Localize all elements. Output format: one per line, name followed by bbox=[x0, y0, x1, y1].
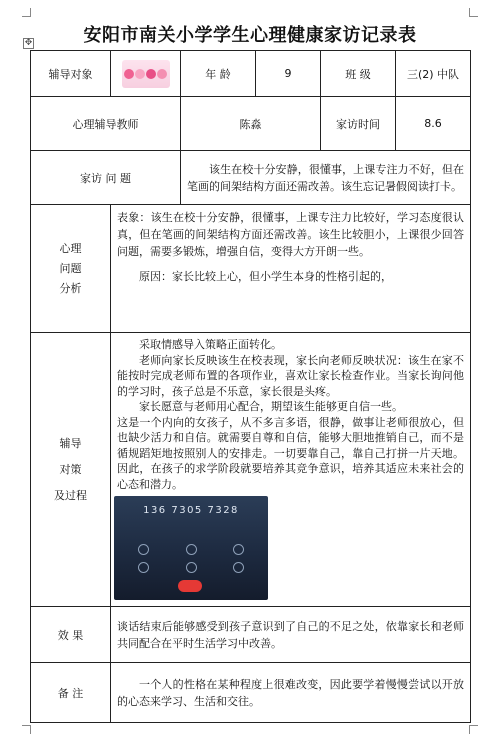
strategy-report-text: 老师向家长反映该生在校表现，家长向老师反映状况：该生在家不能按时完成老师布置的各项作业，喜欢让家长检查作业。当家长询问他的学习时，孩子总是不乐意，家长很是头疼。 bbox=[117, 353, 464, 398]
contacts-icon bbox=[233, 562, 244, 573]
label-class-cell bbox=[321, 51, 396, 97]
row-analysis bbox=[31, 205, 471, 333]
target-cell bbox=[111, 51, 181, 97]
keypad-icon bbox=[186, 544, 197, 555]
label-remarks-cell bbox=[31, 663, 111, 723]
label-topic: 家访 问 题 bbox=[80, 171, 131, 185]
topic-cell bbox=[181, 151, 471, 205]
label-analysis-cell bbox=[31, 205, 111, 333]
analysis-cause-text: 原因：家长比较上心，但小学生本身的性格引起的， bbox=[139, 270, 392, 283]
row-effect bbox=[31, 607, 471, 663]
phone-call-screenshot bbox=[114, 496, 268, 600]
label-strategy-1: 辅导 bbox=[59, 436, 82, 450]
label-effect: 效 果 bbox=[57, 628, 84, 642]
effect-text: 谈话结束后能够感受到孩子意识到了自己的不足之处，依靠家长和老师共同配合在平时生活学习中改善。 bbox=[117, 619, 464, 650]
mute-icon bbox=[138, 544, 149, 555]
speaker-icon bbox=[233, 544, 244, 555]
hold-icon bbox=[186, 562, 197, 573]
topic-text: 该生在校十分安静，很懂事，上课专注力不好，但在笔画的间架结构方面还需改善。该生忘记暑假阅读打卡。 bbox=[187, 162, 464, 193]
teacher-cell bbox=[181, 97, 321, 151]
label-topic-cell bbox=[31, 151, 181, 205]
document-title: 安阳市南关小学学生心理健康家访记录表 bbox=[83, 25, 417, 46]
label-remarks: 备 注 bbox=[57, 686, 84, 700]
row-strategy bbox=[31, 333, 471, 607]
time-cell bbox=[396, 97, 471, 151]
teacher-value: 陈淼 bbox=[239, 117, 262, 131]
label-teacher: 心理辅导教师 bbox=[72, 117, 139, 131]
label-teacher-cell bbox=[31, 97, 181, 151]
age-cell bbox=[256, 51, 321, 97]
analysis-cell bbox=[111, 205, 471, 333]
strategy-detail-text: 这是一个内向的女孩子，从不多言多语，很静，做事让老师很放心，但也缺少活力和自信。就需要自尊和自信，能够大胆地推销自己，而不是循规蹈矩地按照别人的安排走。一切要靠自己，靠自己打拼一片天地。因此，在孩子的求学阶段就要培养其竞争意识，培养其适应未来社会的心态和潜力。 bbox=[117, 415, 464, 491]
age-value: 9 bbox=[284, 67, 292, 80]
row-basic-info bbox=[31, 51, 471, 97]
strategy-intro-text: 采取情感导入策略正面转化。 bbox=[139, 338, 282, 351]
phone-number: 136 7305 7328 bbox=[143, 505, 239, 516]
label-strategy-3: 及过程 bbox=[54, 488, 87, 502]
strategy-parent-text: 家长愿意与老师用心配合，期望该生能够更自信一些。 bbox=[139, 400, 403, 413]
label-strategy-2: 对策 bbox=[59, 462, 82, 476]
label-time: 家访时间 bbox=[336, 117, 380, 131]
label-analysis-2: 问题 bbox=[59, 261, 82, 275]
remarks-text: 一个人的性格在某种程度上很难改变，因此要学着慢慢尝试以开放的心态来学习、生活和交往。 bbox=[117, 677, 464, 708]
label-strategy-cell bbox=[31, 333, 111, 607]
label-target: 辅导对象 bbox=[48, 67, 93, 81]
strategy-cell bbox=[111, 333, 471, 607]
row-teacher bbox=[31, 97, 471, 151]
add-call-icon bbox=[138, 562, 149, 573]
visit-record-table bbox=[30, 50, 471, 723]
label-target-cell bbox=[31, 51, 111, 97]
label-analysis-1: 心理 bbox=[59, 241, 82, 255]
crop-mark-top-right bbox=[469, 8, 478, 17]
label-age-cell bbox=[181, 51, 256, 97]
crop-mark-top-left bbox=[22, 8, 31, 17]
row-visit-topic bbox=[31, 151, 471, 205]
label-time-cell bbox=[321, 97, 396, 151]
crop-mark-bottom-right bbox=[469, 725, 478, 734]
crop-mark-bottom-left bbox=[22, 725, 31, 734]
label-effect-cell bbox=[31, 607, 111, 663]
analysis-symptom-text: 表象：该生在校十分安静，很懂事，上课专注力比较好，学习态度很认真，但在笔画的间架结构方面还需改善。该生比较胆小，上课很少回答问题，需要多锻炼，增强自信，变得大方开朗一些。 bbox=[117, 211, 464, 258]
time-value: 8.6 bbox=[424, 117, 442, 130]
row-remarks bbox=[31, 663, 471, 723]
effect-cell bbox=[111, 607, 471, 663]
remarks-cell bbox=[111, 663, 471, 723]
label-class: 班 级 bbox=[345, 67, 371, 81]
class-cell bbox=[396, 51, 471, 97]
class-value: 三(2) 中队 bbox=[406, 67, 460, 81]
label-analysis-3: 分析 bbox=[59, 281, 82, 295]
flower-sticker-icon bbox=[122, 60, 170, 88]
hangup-icon bbox=[178, 580, 202, 592]
table-move-handle-icon[interactable]: ✥ bbox=[24, 38, 33, 48]
label-age: 年 龄 bbox=[205, 67, 231, 81]
